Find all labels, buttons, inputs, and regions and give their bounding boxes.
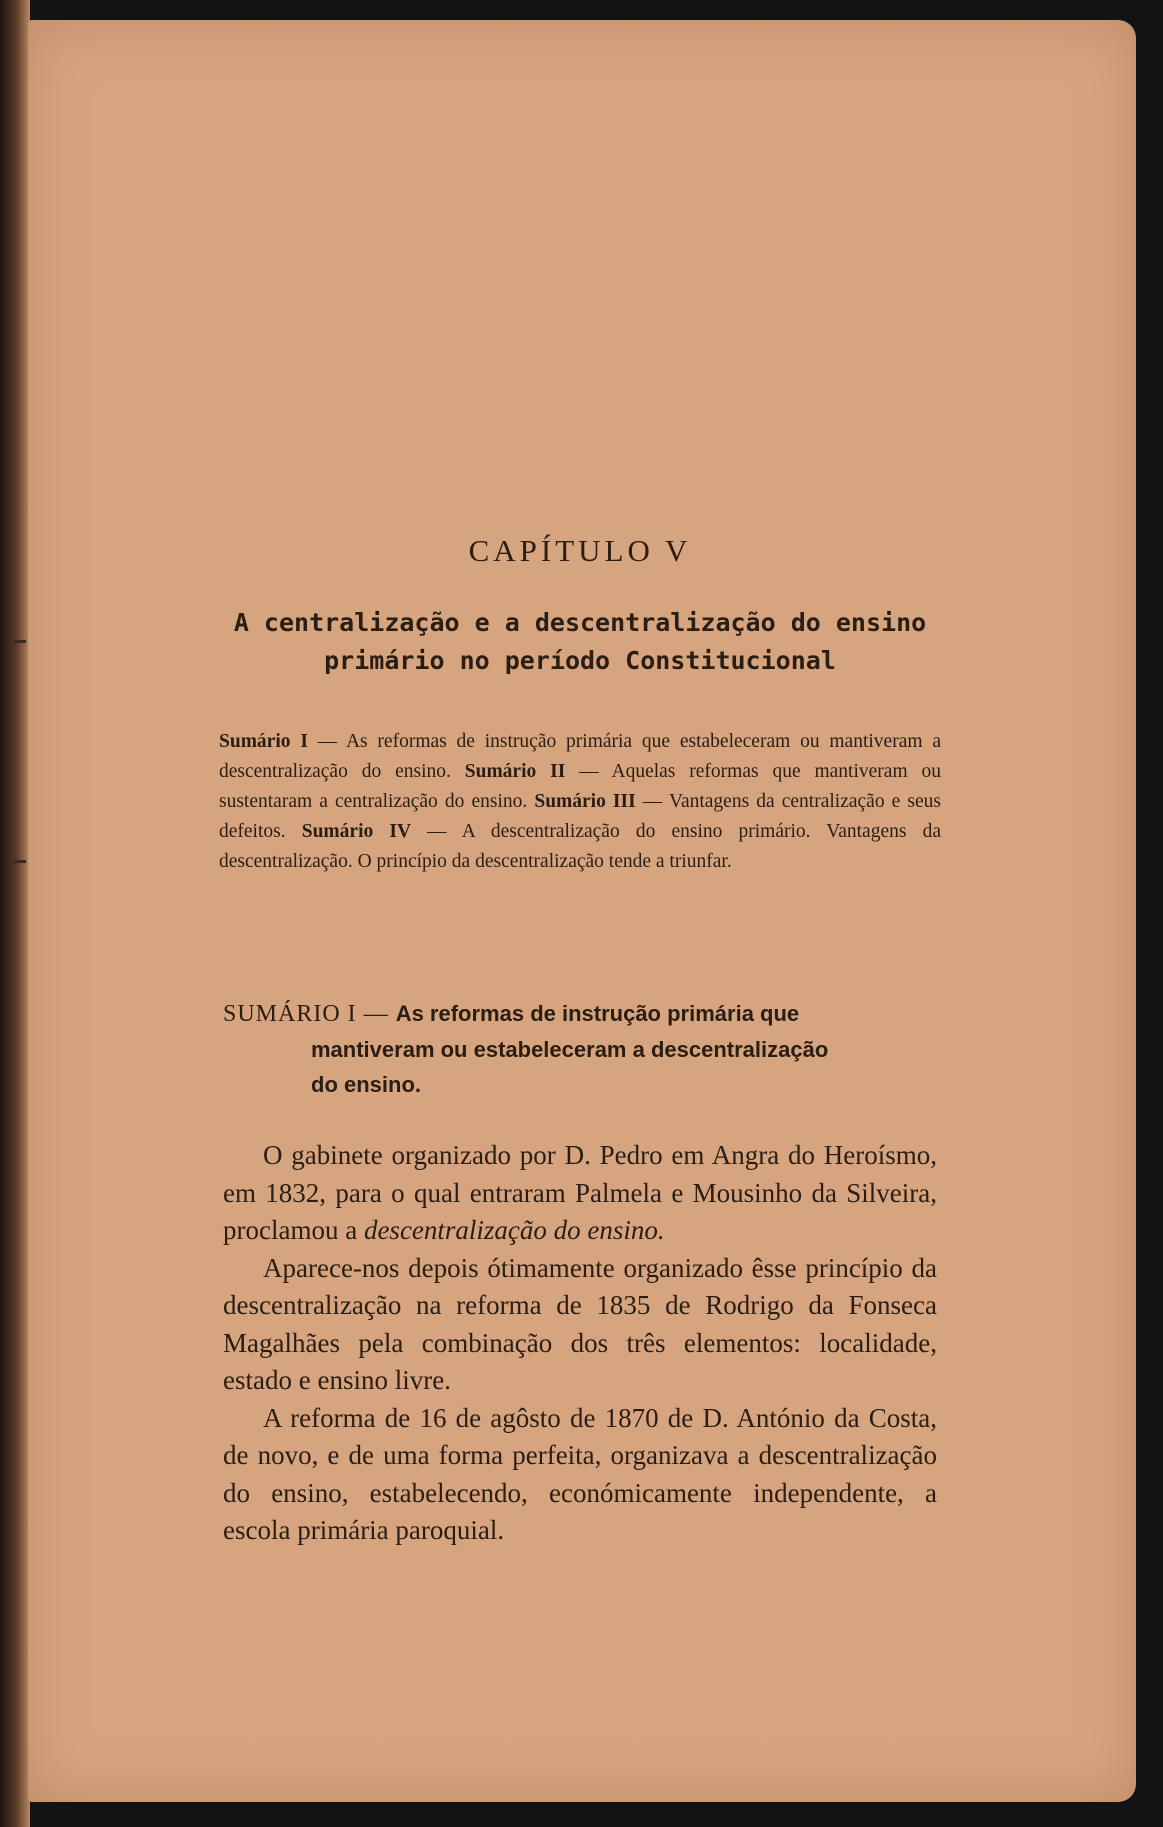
section-heading-text: do ensino. (311, 1072, 421, 1097)
section-heading-text: As reformas de instrução primária que (395, 1001, 800, 1026)
book-page (28, 20, 1136, 1802)
body-text (223, 1137, 937, 1550)
chapter-title-line: A centralização e a descentralização do ensino (233, 608, 927, 637)
summary-paragraph (219, 727, 941, 877)
summary-label: Sumário III (534, 791, 636, 812)
summary-text: — Vantagens da centralização e seus defeitos. (219, 791, 941, 842)
summary-label: Sumário I (219, 731, 308, 752)
chapter-summary (219, 727, 941, 877)
summary-text: — A descentralização do ensino primário. Vantagens da descentralização. O princípio da descentralização tende a triunfar. (219, 821, 941, 872)
chapter-title (223, 604, 937, 680)
paragraph: Aparece-nos depois ótimamente organizado êsse princípio da descentralização na reforma de 1835 de Rodrigo da Fonseca Magalhães pela combinação dos três elementos: localidade, estado e ensino livre. (223, 1252, 937, 1395)
paragraph-text: O gabinete organizado por D. Pedro em Angra do Heroísmo, em 1832, para o qual entraram Palmela e Mousinho da Silveira, proclamou a (223, 1140, 937, 1245)
paragraph: A reforma de 16 de agôsto de 1870 de D. António da Costa, de novo, e de uma forma perfeita, organizava a descentralização do ensino, estabelecendo, económicamente independente, a escola primária paroquial. (223, 1402, 937, 1545)
section-heading-text: mantiveram ou estabeleceram a descentralização (311, 1037, 829, 1062)
paragraph (223, 1137, 937, 1250)
summary-text: — Aquelas reformas que mantiveram ou sustentaram a centralização do ensino. (219, 761, 941, 812)
book-spine (0, 0, 30, 1827)
summary-label: Sumário II (464, 761, 566, 782)
summary-text: — As reformas de instrução primária que estabeleceram ou mantiveram a descentralização do ensino. (219, 731, 941, 782)
chapter-heading: CAPÍTULO V (468, 533, 692, 568)
chapter-title-line: primário no período Constitucional (324, 646, 836, 675)
paragraph-emphasis: descentralização do ensino. (363, 1215, 665, 1245)
section-heading-lead: SUMÁRIO I — (223, 1001, 396, 1027)
page-edge-mark (14, 860, 26, 863)
section-heading (223, 996, 937, 1102)
summary-label: Sumário IV (301, 821, 412, 842)
page-edge-mark (14, 640, 26, 643)
